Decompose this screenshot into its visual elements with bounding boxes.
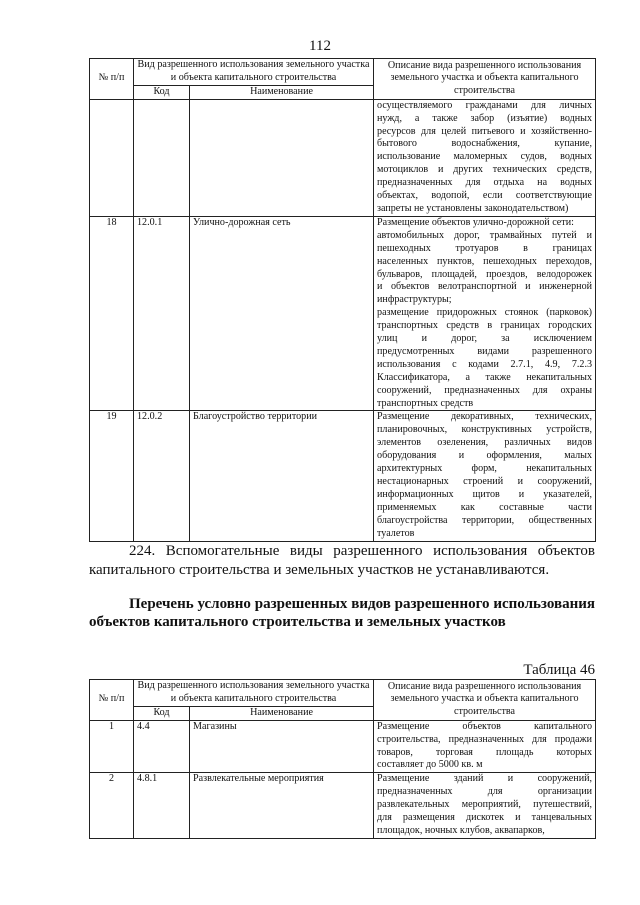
- description-line: предназначенных для отдыха на водных: [377, 177, 593, 189]
- description-line: и объектов велотранспортной и инженерной: [377, 281, 593, 293]
- cell-code: 4.8.1: [134, 773, 190, 839]
- description-line: нестационарных строений и сооружений,: [377, 476, 593, 487]
- table-row: [90, 411, 596, 541]
- description-line: мотоциклов и других технических средств,: [377, 164, 593, 176]
- description-line: автомобильных дорог, трамвайных путей и: [377, 229, 593, 241]
- section-heading: Перечень условно разрешенных видов разрешенного использования объектов капитального строительства и земельных участков: [89, 596, 595, 630]
- cell-name: Улично-дорожная сеть: [190, 216, 374, 411]
- description-line: сооружений, предназначенных для охраны: [377, 384, 593, 396]
- header-name: Наименование: [190, 706, 374, 720]
- permitted-use-table: [89, 58, 596, 542]
- description-line: использования с кодами 2.7.1, 4.9, 7.2.3: [377, 358, 593, 370]
- description-line: строительства, предназначенных для продажи: [377, 733, 593, 745]
- description-line: Размещение декоративных, технических,: [377, 411, 593, 423]
- description-line: архитектурных форм, некапитальных: [377, 463, 593, 475]
- header-name: Наименование: [190, 85, 374, 99]
- cell-description: [374, 720, 596, 773]
- description-line: размещение придорожных стоянок (парковок): [377, 307, 593, 319]
- description-line: информационных щитов и указателей,: [377, 488, 593, 500]
- description-line: транспортных средств: [377, 397, 474, 409]
- cell-name: Благоустройство территории: [190, 411, 374, 541]
- description-line: бытового водоснабжения, купание,: [377, 138, 593, 150]
- description-line: туалетов: [377, 527, 415, 539]
- cell-description: [374, 773, 596, 839]
- header-description: Описание вида разрешенного использования земельного участка и объекта капитального строительства: [374, 59, 596, 100]
- table-caption: Таблица 46: [523, 662, 595, 678]
- description-line: запреты не установлены законодательством): [377, 202, 569, 214]
- description-line: нужд, а также забор (изъятие) водных: [377, 112, 593, 124]
- header-description: Описание вида разрешенного использования земельного участка и объекта капитального строительства: [374, 680, 596, 721]
- cell-code: 12.0.1: [134, 216, 190, 411]
- description-line: использование маломерных судов, водных: [377, 151, 593, 163]
- cell-num: 18: [90, 216, 134, 411]
- description-line: товаров, торговая площадь которых: [377, 746, 593, 758]
- cell-code: 12.0.2: [134, 411, 190, 541]
- description-line: населенных пунктов, пешеходных переходов,: [377, 255, 593, 267]
- description-line: площадок, ночных клубов, аквапарков,: [377, 824, 545, 836]
- description-line: объектах, водопой, если соответствующие: [377, 190, 593, 202]
- cell-name: Магазины: [190, 720, 374, 773]
- description-line: ресурсов для целей питьевого и хозяйственно-: [377, 125, 593, 137]
- cell-description: [374, 216, 596, 411]
- cell-num: [90, 99, 134, 216]
- table-row: [90, 99, 596, 216]
- description-line: элементов озеленения, различных видов: [377, 437, 593, 449]
- description-line: составляет до 5000 кв. м: [377, 759, 483, 771]
- cell-num: 1: [90, 720, 134, 773]
- description-line: транспортных средств в границах городских: [377, 320, 593, 332]
- header-code: Код: [134, 85, 190, 99]
- description-line: Размещение объектов капитального: [377, 720, 593, 732]
- header-use-type: Вид разрешенного использования земельного участка и объекта капитального строительства: [134, 680, 374, 707]
- cell-num: 2: [90, 773, 134, 839]
- cell-num: 19: [90, 411, 134, 541]
- header-code: Код: [134, 706, 190, 720]
- description-line: развлекательных мероприятий, путешествий,: [377, 799, 593, 811]
- description-line: бульваров, площадей, проездов, велодорожек: [377, 268, 593, 280]
- description-line: осуществляемого гражданами для личных: [377, 99, 593, 111]
- description-line: оборудования и оформления, малых: [377, 450, 593, 462]
- page-number: 112: [309, 38, 331, 54]
- description-line: Размещение объектов улично-дорожной сети:: [377, 216, 574, 228]
- description-line: улиц и дорог, за исключением: [377, 333, 593, 345]
- cell-description: [374, 99, 596, 216]
- description-line: для размещения дискотек и танцевальных: [377, 812, 593, 824]
- table-row: [90, 216, 596, 411]
- conditional-use-table: [89, 679, 596, 839]
- description-line: Размещение зданий и сооружений,: [377, 773, 593, 785]
- header-num: № п/п: [90, 59, 134, 100]
- description-line: пешеходных тротуаров в границах: [377, 242, 593, 254]
- paragraph-224: 224. Вспомогательные виды разрешенного использования объектов капитального строительства и земельных участков не устанавливаются.: [89, 543, 595, 578]
- table-row: [90, 720, 596, 773]
- description-line: инфраструктуры;: [377, 294, 452, 306]
- cell-code: 4.4: [134, 720, 190, 773]
- header-num: № п/п: [90, 680, 134, 721]
- cell-name: Развлекательные мероприятия: [190, 773, 374, 839]
- description-line: применяемых как составные части: [377, 501, 593, 513]
- description-line: благоустройства территории, общественных: [377, 514, 593, 526]
- description-line: предусмотренных видами разрешенного: [377, 345, 593, 357]
- cell-description: [374, 411, 596, 541]
- cell-code: [134, 99, 190, 216]
- description-line: планировочных, конструктивных устройств,: [377, 424, 593, 436]
- description-line: предназначенных для организации: [377, 786, 593, 798]
- cell-name: [190, 99, 374, 216]
- table-row: [90, 773, 596, 839]
- description-line: Классификатора, а также некапитальных: [377, 371, 593, 383]
- header-use-type: Вид разрешенного использования земельного участка и объекта капитального строительства: [134, 59, 374, 86]
